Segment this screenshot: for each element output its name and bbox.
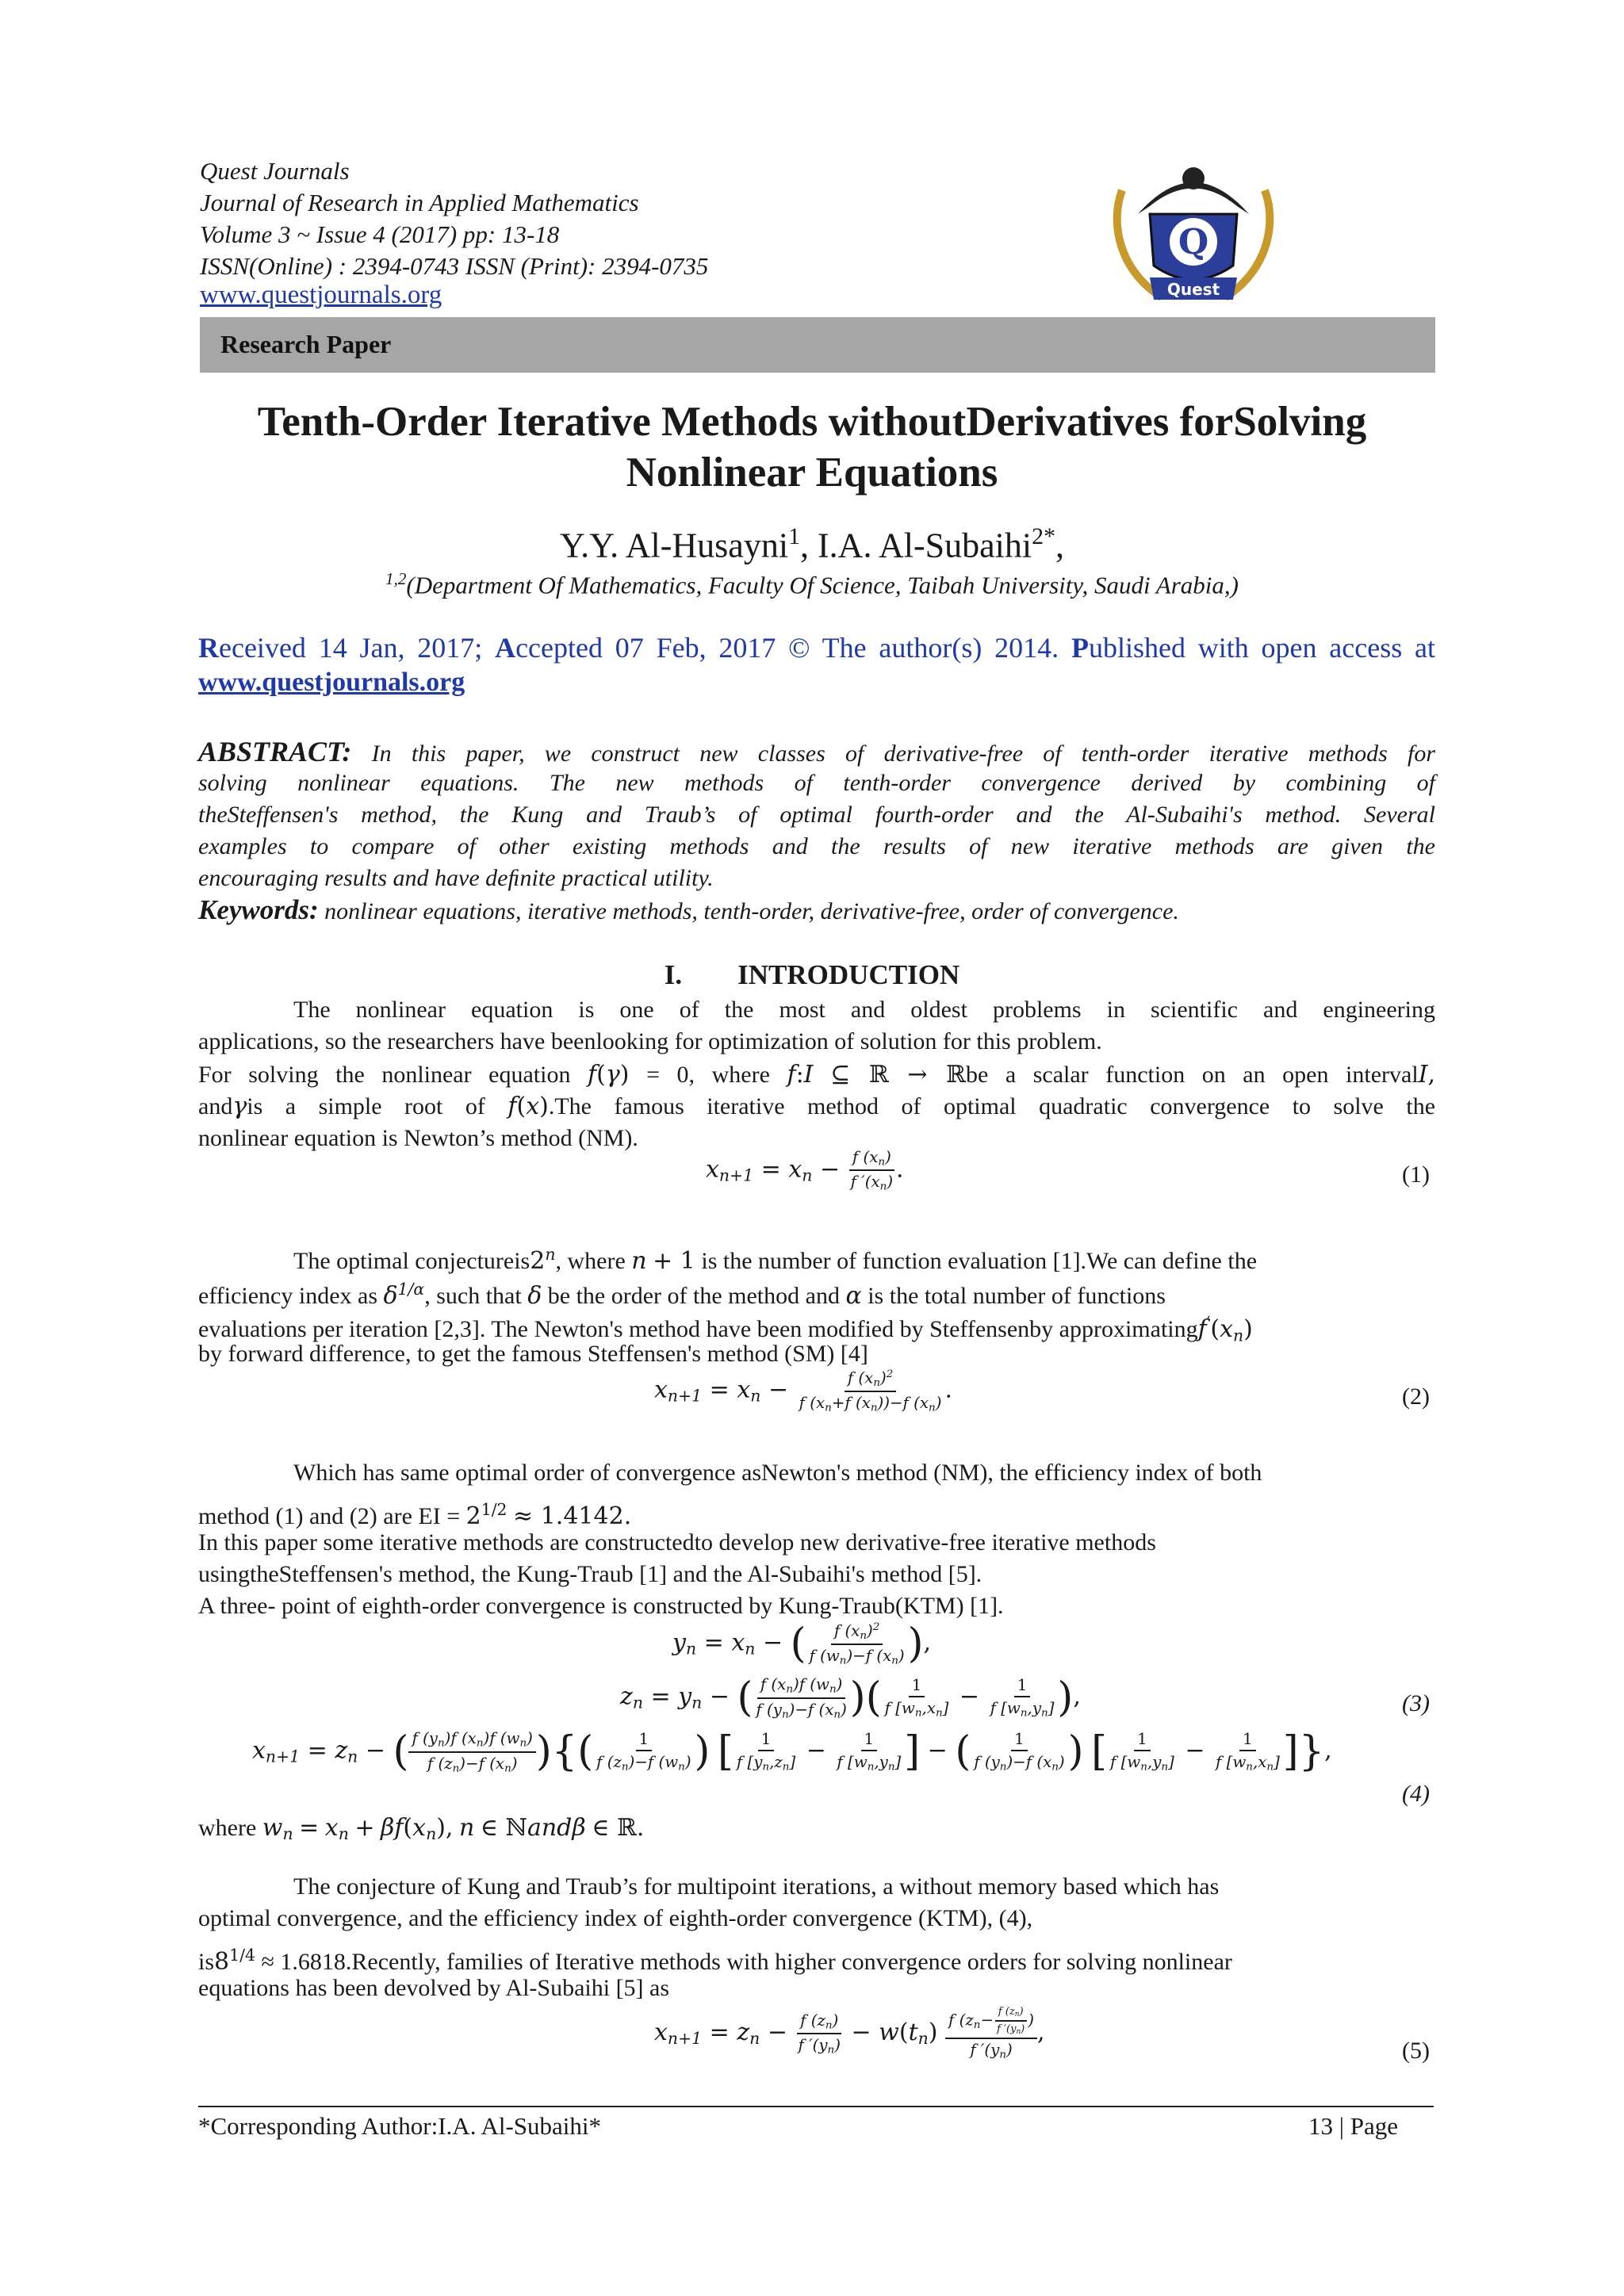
footer-corresponding-author: *Corresponding Author:I.A. Al-Subaihi* [198,2112,602,2140]
section-heading [0,959,1624,991]
paper-title-line-1: Tenth-Order Iterative Methods withoutDerivatives forSolving [257,399,1367,445]
author-1-sup: 1 [788,523,801,549]
author-sep: , [800,526,818,565]
journal-issn: ISSN(Online) : 2394-0743 ISSN (Print): 2394-0735 [200,252,709,280]
abstract-line-5: encouraging results and have deﬁnite practical utility. [198,865,714,891]
affiliation [0,569,1624,600]
abstract-line-1 [198,736,1435,770]
abstract-label: ABSTRACT: [198,736,352,767]
accepted-initial: A [495,632,516,664]
journal-website-link[interactable]: www.questjournals.org [200,281,442,309]
quest-logo-icon [1106,159,1281,313]
equation-2-number: (2) [1402,1383,1430,1410]
equation-3-line-2: $z_n = y_n$ − ( $\frac{f (x_n)f (w_n)}{f (y_n)-f (x_n)}$ )( $\frac{1}{f [w_n,x_n]}$ − $\frac{1}{f [w_n,y_n]}$ ), [620,1674,1081,1721]
abstract-line-4: examples to compare of other existing methods and the results of new iterative methods are given the [198,833,1435,859]
intro-p2-line-2: andγis a simple root of f(x).The famous iterative method of optimal quadratic convergence to solve the [198,1093,1436,1120]
where-line: where $w_n = x_n + \beta f(x_n)$, n ∈ ℕandβ ∈ ℝ. [198,1814,645,1844]
p4-text-b: ≈ 1.4142. [513,1502,632,1531]
intro-p1-line-1: The nonlinear equation is one of the most and oldest problems in scientific and engineering [293,997,1435,1023]
section-number: I. [664,959,683,990]
equation-2: $x_{n+1} = x_n$ − $\frac{f (x_n)^2}{f (x_n+f (x_n))-f (x_n)}$ . [654,1368,952,1414]
p2-text-d: and [198,1093,233,1119]
equation-5-number: (5) [1402,2038,1430,2064]
intro-p7-line-3: $is8^{1/4}$ ≈ 1.6818.Recently, families of Iterative methods with higher convergence orders for solving nonlinear [198,1946,1232,1976]
intro-p7-line-4: equations has been devolved by Al-Subaihi [5] as [198,1975,670,2001]
p2-text-f: .The famous iterative method of optimal quadratic convergence to solve the [548,1093,1436,1119]
abstract-text-1: In this paper, we construct new classes of derivative-free of tenth-order iterative methods for [371,740,1435,767]
equation-3-line-1: $y_n = x_n$ − ( $\frac{f (x_n)^2}{f (w_n)-f (x_n)}$ ), [672,1621,932,1667]
intro-p5-line-1: In this paper some iterative methods are constructedto develop new derivative-free iterative methods [198,1529,1156,1556]
where-text-b: ∈ ℕ [480,1814,527,1842]
author-2-sup: 2* [1032,523,1056,549]
journal-volume: Volume 3 ~ Issue 4 (2017) pp: 13-18 [200,220,560,248]
paper-title-line-2: Nonlinear Equations [626,450,998,496]
p4-text-a: method (1) and (2) are EI = [198,1503,461,1530]
intro-p2-line-3: nonlinear equation is Newton’s method (NM). [198,1125,638,1151]
received-initial: R [198,632,219,664]
section-band-label: Research Paper [220,330,392,358]
p2-text-b: = 0, where [646,1062,770,1088]
affiliation-text: (Department Of Mathematics, Faculty Of Science, Taibah University, Saudi Arabia,) [406,571,1239,599]
p2-text-c: be a scalar function on an open interval [966,1062,1419,1088]
affiliation-sup: 1,2 [385,569,407,588]
where-text-c: and [527,1814,573,1842]
author-1: Y.Y. Al-Husayni [559,526,789,565]
published-text: ublished with open access at [1088,632,1436,664]
equation-5: $x_{n+1} = z_n$ − $\frac{f (z_n)}{f '(y_n)}$ − $w(t_n)$ f ($z_n-$ $\frac{f (z_n)}{f '(y_n)}$ ) f $'(y_n)$ , [654,2006,1045,2061]
keywords-label: Keywords: [198,894,319,925]
equation-3-line-3: $x_{n+1} = z_n$ − ( $\frac{f (y_n)f (x_n)f (w_n)}{f (z_n)-f (x_n)}$ ){( $\frac{1}{f (z_n)-f (w_n)}$ ) [ $\frac{1}{f [y_n,z_n]}$ − $\frac{1}{f [w_n,y_n]}$ ] − ( $\frac{1}{f (y_n)-f (x_n)}$ ) [ $\frac{1}{f [w_n,y_n]}$ − $\frac{1}{f [w_n,x_n]}$ ]}, [252,1728,1332,1775]
received-website-link[interactable]: www.questjournals.org [198,668,465,697]
received-line [198,631,1435,664]
p3-text-b: , where [555,1248,626,1275]
journal-name: Quest Journals [200,157,350,185]
intro-p3-line-3: evaluations per iteration [2,3]. The Newton's method have been modified by Steffensenby $approximatingf'(x_n)$ [198,1313,1253,1345]
author-2: I.A. Al-Subaihi [818,526,1032,565]
intro-p3-line-1: The optimal conjectureis2$^n$, where n + 1 is the number of function evaluation [1].We can define the [293,1245,1258,1276]
svg-text:Q: Q [1178,222,1209,262]
intro-p4-line-2: method (1) and (2) are EI = $2^{1/2} \approx 1.4142$. [198,1500,632,1531]
intro-p4-line-1: Which has same optimal order of convergence asNewton's method (NM), the efficiency index of both [293,1460,1262,1486]
equation-3-number: (3) [1402,1690,1430,1716]
p2-text-e: is a simple root of [247,1093,485,1119]
received-text: eceived 14 Jan, 2017; [219,632,496,664]
p3-text-f: be the order of the method and [547,1283,840,1310]
quest-logo [1106,159,1281,313]
intro-p2-line-1: For solving the nonlinear equation f(γ) = 0, where f:I ⊆ ℝ → ℝbe a scalar function on an open intervalI, [198,1061,1436,1089]
published-initial: P [1071,632,1089,664]
intro-p7-line-2: optimal convergence, and the efficiency index of eighth-order convergence (KTM), (4), [198,1905,1033,1931]
intro-p6-line-1: A three- point of eighth-order convergence is constructed by Kung-Traub(KTM) [1]. [198,1593,1004,1619]
intro-p3-line-2: efficiency index as $\delta^{1/\alpha}$, such that δ be the order of the method and α is the total number of functions [198,1280,1166,1311]
p3-text-g: is the total number of functions [868,1283,1166,1310]
p2-text-a: For solving the nonlinear equation [198,1062,571,1088]
footer-rule [198,2106,1434,2107]
footer-page-number: 13 | Page [1308,2112,1398,2140]
p3-text-d: efficiency index as [198,1283,378,1310]
p7-text-b: ≈ 1.6818.Recently, families of Iterative methods with higher convergence orders for solving nonlinear [261,1949,1232,1976]
p3-text-h: evaluations per iteration [2,3]. The Newton's method have been modified by Steffensenby approximating [198,1316,1198,1343]
where-text-a: where [198,1815,257,1841]
author-end: , [1055,526,1065,565]
abstract-line-3: theSteffensen's method, the Kung and Traub’s of optimal fourth-order and the Al-Subaihi's method. Several [198,802,1435,828]
equation-4-number: (4) [1402,1781,1430,1807]
keywords [198,894,1179,928]
journal-title: Journal of Research in Applied Mathematics [200,189,639,216]
section-title: INTRODUCTION [737,959,960,990]
keywords-text: nonlinear equations, iterative methods, tenth-order, derivative-free, order of convergence. [324,898,1179,924]
intro-p3-line-4: by forward difference, to get the famous Steffensen's method (SM) [4] [198,1341,868,1367]
p3-text-e: , such that [424,1283,522,1310]
p7-text-a: is [198,1949,215,1976]
abstract-line-2: solving nonlinear equations. The new methods of tenth-order convergence derived by combining of [198,770,1435,796]
p3-text-c: is the number of function evaluation [1].We can define the [701,1248,1258,1275]
where-text-d: ∈ ℝ. [592,1814,645,1842]
p3-text-a: The optimal conjectureis [293,1248,530,1275]
section-band [200,317,1435,373]
equation-1: $x_{n+1} = x_n$ − $\frac{f (x_n)}{f '(x_n)}$ . [706,1148,904,1193]
intro-p7-line-1: The conjecture of Kung and Traub’s for multipoint iterations, a without memory based which has [293,1873,1220,1900]
accepted-text: ccepted 07 Feb, 2017 © The author(s) 2014. [515,632,1071,664]
equation-1-number: (1) [1402,1161,1430,1188]
authors [0,523,1624,565]
intro-p1-line-2: applications, so the researchers have beenlooking for optimization of solution for this problem. [198,1028,1102,1054]
intro-p5-line-2: usingtheSteffensen's method, the Kung-Traub [1] and the Al-Subaihi's method [5]. [198,1561,982,1587]
svg-text:Quest: Quest [1166,280,1220,299]
